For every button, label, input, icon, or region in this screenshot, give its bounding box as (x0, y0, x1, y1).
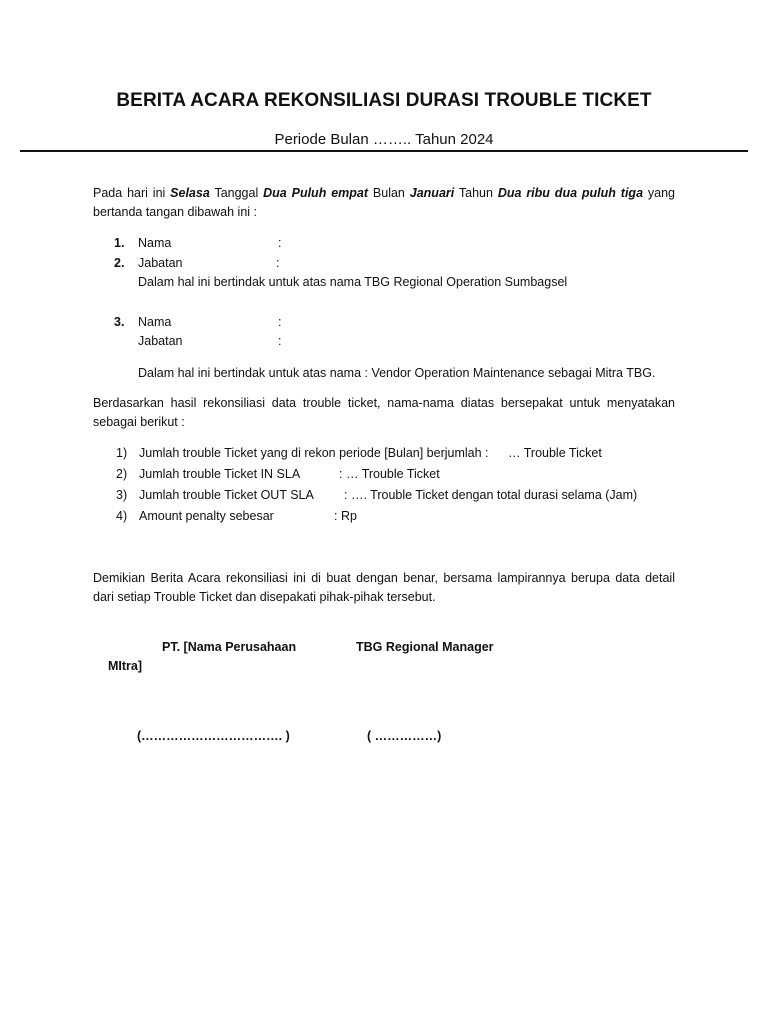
agreement-line-1: Berdasarkan hasil rekonsiliasi data trouble ticket, nama-nama diatas bersepakat untuk menyatakan (93, 396, 675, 410)
opening-line-1 (93, 184, 675, 203)
signature-left-blank: (……………………………. ) (137, 729, 290, 743)
opening-date: Dua Puluh empat (263, 186, 369, 200)
opening-year: Dua ribu dua puluh tiga (497, 186, 644, 200)
result-label: Amount penalty sebesar (139, 509, 274, 523)
opening-text: Bulan (368, 186, 410, 200)
opening-text: Tanggal (209, 186, 264, 200)
period-subtitle: Periode Bulan …….. Tahun 2024 (274, 131, 494, 148)
result-value: … Trouble Ticket (508, 446, 602, 460)
signature-right-title: TBG Regional Manager (356, 640, 494, 654)
closing-line-2: dari setiap Trouble Ticket dan disepakati pihak-pihak tersebut. (93, 590, 436, 604)
list-number: 3) (116, 488, 128, 502)
result-value: : … Trouble Ticket (339, 467, 440, 481)
document-title: BERITA ACARA REKONSILIASI DURASI TROUBLE TICKET (116, 90, 652, 111)
result-value: : …. Trouble Ticket dengan total durasi selama (Jam) (344, 488, 638, 502)
field-colon: : (278, 315, 282, 329)
field-colon: : (278, 236, 282, 250)
opening-month: Januari (409, 186, 455, 200)
representation-vendor: Dalam hal ini bertindak untuk atas nama : Vendor Operation Maintenance sebagai Mitra TBG. (138, 366, 656, 380)
opening-text: Pada hari ini (93, 186, 171, 200)
opening-paragraph (93, 184, 675, 222)
result-label: Jumlah trouble Ticket OUT SLA (139, 488, 314, 502)
field-label-jabatan: Jabatan (138, 334, 183, 348)
title-divider (20, 150, 748, 152)
list-number: 4) (116, 509, 128, 523)
agreement-line-2: sebagai berikut : (93, 415, 185, 429)
opening-text: yang (643, 186, 676, 200)
field-label-nama: Nama (138, 315, 172, 329)
opening-day: Selasa (170, 186, 210, 200)
opening-text: Tahun (454, 186, 498, 200)
list-number: 3. (114, 315, 125, 329)
closing-paragraph (93, 569, 675, 607)
field-colon: : (276, 256, 280, 270)
list-number: 1. (114, 236, 125, 250)
list-number: 2. (114, 256, 125, 270)
signature-left-title: PT. [Nama Perusahaan (162, 640, 297, 654)
result-label: Jumlah trouble Ticket IN SLA (139, 467, 301, 481)
result-label: Jumlah trouble Ticket yang di rekon periode [Bulan] berjumlah : (139, 446, 489, 460)
representation-tbg: Dalam hal ini bertindak untuk atas nama TBG Regional Operation Sumbagsel (138, 275, 568, 289)
list-number: 2) (116, 467, 128, 481)
field-label-jabatan: Jabatan (138, 256, 183, 270)
result-value: : Rp (334, 509, 357, 523)
field-label-nama: Nama (138, 236, 172, 250)
opening-line-2: bertanda tangan dibawah ini : (93, 205, 258, 219)
field-colon: : (278, 334, 282, 348)
signature-left-title-cont: MItra] (108, 659, 143, 673)
signature-right-blank: ( ……………) (367, 729, 442, 743)
list-number: 1) (116, 446, 128, 460)
agreement-paragraph (93, 394, 675, 432)
closing-line-1: Demikian Berita Acara rekonsiliasi ini di buat dengan benar, bersama lampirannya berupa data detail (93, 571, 675, 585)
